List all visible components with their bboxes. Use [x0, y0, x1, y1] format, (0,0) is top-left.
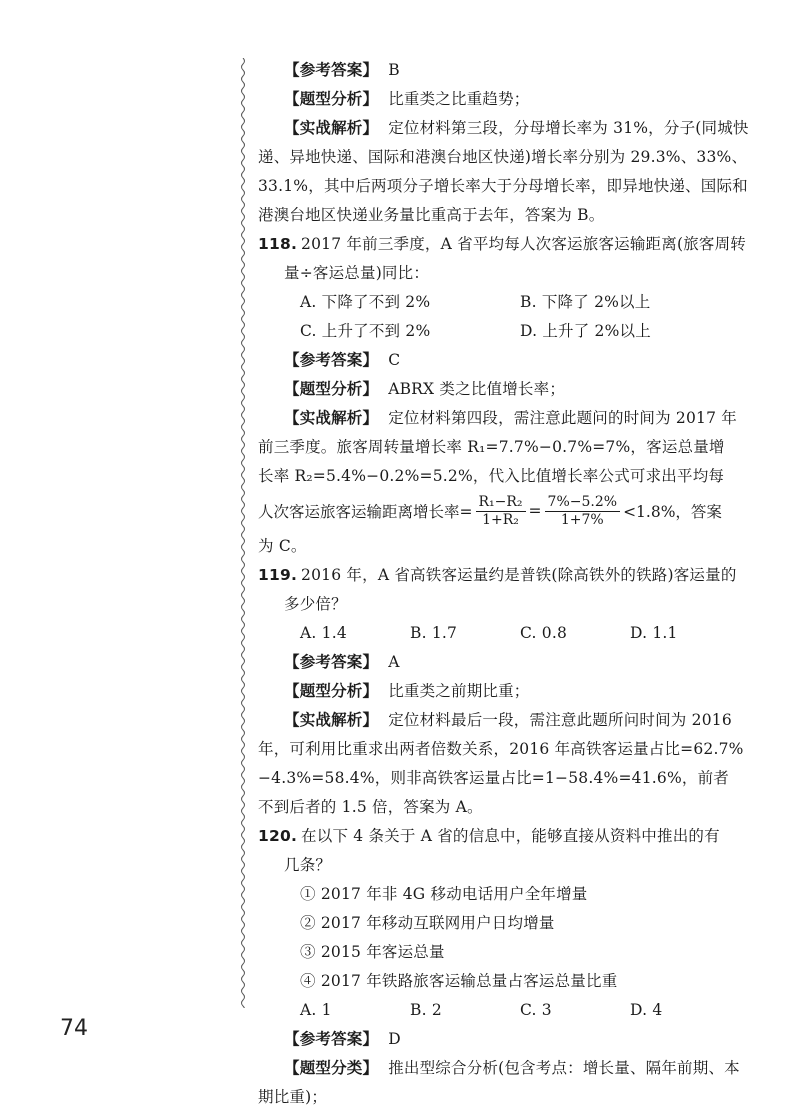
option-d: D. 上升了 2%以上: [520, 322, 651, 340]
type-tag: 【题型分析】: [284, 682, 379, 700]
fraction-1-numerator: R₁−R₂: [476, 494, 526, 512]
statement-item: ① 2017 年非 4G 移动电话用户全年增量: [300, 885, 588, 903]
analysis-text: 长率 R₂=5.4%−0.2%=5.2%，代入比值增长率公式可求出平均每: [258, 467, 725, 485]
analysis-tag: 【实战解析】: [284, 409, 379, 427]
options-row: [258, 290, 740, 314]
answer-row-118: [258, 348, 740, 372]
fraction-2: [545, 494, 621, 529]
formula-line: [258, 493, 740, 529]
option-b: B. 1.7: [410, 624, 458, 642]
question-text: 多少倍？: [284, 595, 347, 613]
option-b: B. 2: [410, 1001, 442, 1019]
question-text: 几条？: [284, 856, 332, 874]
analysis-text: 递、异地快递、国际和港澳台地区快递)增长率分别为 29.3%、33%、: [258, 148, 748, 166]
answer-row-117: [258, 58, 740, 82]
fraction-2-denominator: 1+7%: [560, 511, 604, 528]
analysis-text: 33.1%，其中后两项分子增长率大于分母增长率，即异地快递、国际和: [258, 177, 748, 195]
option-d: D. 4: [630, 1001, 663, 1019]
analysis-text: 定位材料第三段，分母增长率为 31%，分子(同城快: [388, 119, 749, 137]
analysis-text: 定位材料最后一段，需注意此题所问时间为 2016: [388, 711, 732, 729]
answer-tag: 【参考答案】: [284, 653, 379, 671]
answer-value: D: [388, 1030, 401, 1048]
answer-value: A: [388, 653, 400, 671]
analysis-row-119: [258, 708, 740, 732]
margin-wavy-line: [240, 58, 246, 1008]
question-120-line: [258, 824, 740, 848]
question-text: 2017 年前三季度，A 省平均每人次客运旅客运输距离(旅客周转: [301, 235, 746, 253]
question-number: 120.: [258, 827, 298, 845]
analysis-text: 前三季度。旅客周转量增长率 R₁=7.7%−0.7%=7%，客运总量增: [258, 438, 725, 456]
type-row-120: [258, 1056, 740, 1080]
answer-row-120: [258, 1027, 740, 1051]
option-a: A. 1: [300, 1001, 332, 1019]
type-tag: 【题型分析】: [284, 380, 379, 398]
option-c: C. 0.8: [520, 624, 568, 642]
options-row: [258, 621, 740, 645]
option-a: A. 下降了不到 2%: [300, 293, 431, 311]
answer-tag: 【参考答案】: [284, 1030, 379, 1048]
fraction-1-denominator: 1+R₂: [482, 511, 519, 528]
equals-sign: =: [528, 502, 542, 520]
type-value: 期比重)；: [258, 1088, 328, 1106]
type-value: 比重类之前期比重；: [388, 682, 530, 700]
option-b: B. 下降了 2%以上: [520, 293, 651, 311]
type-row-119: [258, 679, 740, 703]
question-text: 在以下 4 条关于 A 省的信息中，能够直接从资料中推出的有: [301, 827, 720, 845]
type-row-117: [258, 87, 740, 111]
analysis-row-117: [258, 116, 749, 140]
analysis-row-118: [258, 406, 740, 430]
type-tag: 【题型分类】: [284, 1059, 379, 1077]
option-a: A. 1.4: [300, 624, 347, 642]
analysis-text: 定位材料第四段，需注意此题问的时间为 2017 年: [388, 409, 738, 427]
question-text: 2016 年，A 省高铁客运量约是普铁(除高铁外的铁路)客运量的: [301, 566, 737, 584]
options-row: [258, 998, 740, 1022]
option-c: C. 3: [520, 1001, 552, 1019]
formula-suffix: <1.8%，答案: [623, 503, 722, 521]
analysis-text: 港澳台地区快递业务量比重高于去年，答案为 B。: [258, 206, 605, 224]
formula-prefix: 人次客运旅客运输距离增长率=: [258, 503, 473, 521]
question-119-line: [258, 563, 740, 587]
question-text: 量÷客运总量)同比：: [284, 264, 430, 282]
question-number: 118.: [258, 235, 298, 253]
statement-item: ② 2017 年移动互联网用户日均增量: [300, 914, 555, 932]
fraction-2-numerator: 7%−5.2%: [545, 494, 621, 512]
analysis-text: 为 C。: [258, 537, 307, 555]
fraction-1: [476, 494, 526, 529]
type-tag: 【题型分析】: [284, 90, 379, 108]
answer-tag: 【参考答案】: [284, 351, 379, 369]
option-d: D. 1.1: [630, 624, 678, 642]
analysis-text: −4.3%=58.4%，则非高铁客运量占比=1−58.4%=41.6%，前者: [258, 769, 729, 787]
answer-value: B: [388, 61, 400, 79]
statement-item: ③ 2015 年客运总量: [300, 943, 445, 961]
type-value: 推出型综合分析(包含考点：增长量、隔年前期、本: [388, 1059, 740, 1077]
statement-item: ④ 2017 年铁路旅客运输总量占客运总量比重: [300, 972, 618, 990]
answer-row-119: [258, 650, 740, 674]
question-number: 119.: [258, 566, 298, 584]
page-content: [258, 58, 749, 1109]
answer-tag: 【参考答案】: [284, 61, 379, 79]
options-row: [258, 319, 740, 343]
type-value: 比重类之比重趋势；: [388, 90, 530, 108]
type-value: ABRX 类之比值增长率；: [388, 380, 566, 398]
analysis-text: 不到后者的 1.5 倍，答案为 A。: [258, 798, 483, 816]
page-number: 74: [60, 1016, 88, 1041]
option-c: C. 上升了不到 2%: [300, 322, 431, 340]
type-row-118: [258, 377, 740, 401]
question-118-line: [258, 232, 746, 256]
analysis-tag: 【实战解析】: [284, 119, 379, 137]
answer-value: C: [388, 351, 401, 369]
analysis-text: 年，可利用比重求出两者倍数关系，2016 年高铁客运量占比=62.7%: [258, 740, 744, 758]
analysis-tag: 【实战解析】: [284, 711, 379, 729]
